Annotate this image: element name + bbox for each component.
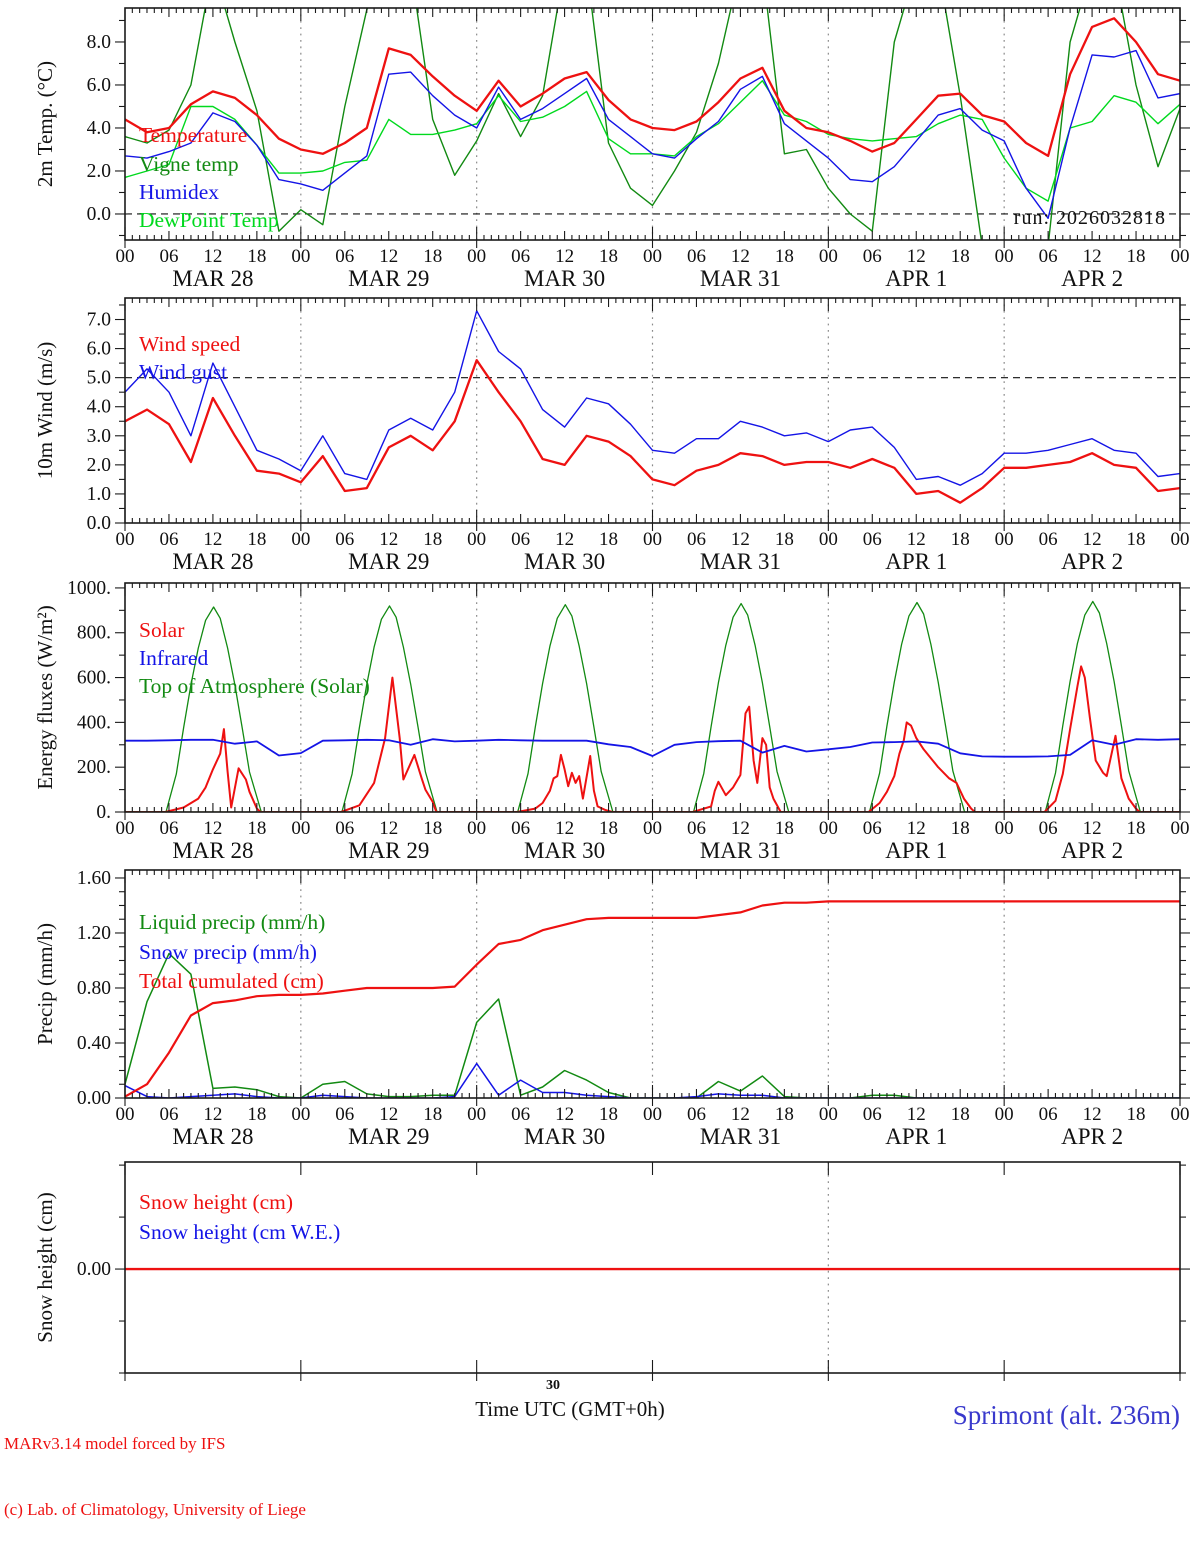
svg-text:06: 06 bbox=[511, 818, 531, 839]
svg-text:18: 18 bbox=[423, 529, 443, 550]
svg-text:06: 06 bbox=[1038, 818, 1058, 839]
energy-panel-series bbox=[125, 601, 1180, 812]
svg-text:1000.: 1000. bbox=[67, 577, 111, 599]
svg-text:800.: 800. bbox=[76, 622, 111, 644]
svg-text:12: 12 bbox=[379, 246, 399, 267]
svg-text:18: 18 bbox=[599, 1104, 619, 1125]
svg-text:MAR 31: MAR 31 bbox=[699, 266, 781, 291]
svg-text:1.60: 1.60 bbox=[76, 867, 111, 889]
svg-text:200.: 200. bbox=[76, 757, 111, 779]
svg-text:06: 06 bbox=[511, 529, 531, 550]
svg-text:MAR 29: MAR 29 bbox=[348, 549, 430, 574]
svg-text:18: 18 bbox=[599, 529, 619, 550]
svg-text:0.00: 0.00 bbox=[76, 1088, 111, 1109]
svg-text:12: 12 bbox=[1082, 529, 1102, 550]
svg-text:12: 12 bbox=[1082, 818, 1102, 839]
svg-text:06: 06 bbox=[686, 1104, 706, 1125]
svg-text:06: 06 bbox=[335, 818, 355, 839]
svg-text:12: 12 bbox=[730, 818, 750, 839]
model-credit-line2: (c) Lab. of Climatology, University of Liege bbox=[4, 1500, 306, 1519]
series-humidex bbox=[125, 51, 1180, 219]
svg-text:06: 06 bbox=[862, 818, 882, 839]
svg-text:06: 06 bbox=[686, 246, 706, 267]
svg-text:12: 12 bbox=[730, 529, 750, 550]
svg-text:00: 00 bbox=[291, 529, 311, 550]
legend-dewpoint-temp: DewPoint Temp bbox=[139, 208, 279, 232]
svg-text:18: 18 bbox=[247, 1104, 267, 1125]
svg-text:MAR 31: MAR 31 bbox=[699, 838, 781, 863]
svg-text:APR 1: APR 1 bbox=[885, 549, 948, 574]
svg-text:Precip (mm/h): Precip (mm/h) bbox=[33, 923, 57, 1045]
svg-text:4.0: 4.0 bbox=[86, 117, 111, 139]
svg-text:18: 18 bbox=[950, 818, 970, 839]
svg-text:00: 00 bbox=[994, 529, 1014, 550]
svg-text:1.0: 1.0 bbox=[86, 483, 111, 505]
svg-text:12: 12 bbox=[1082, 246, 1102, 267]
svg-text:06: 06 bbox=[686, 818, 706, 839]
svg-text:4.0: 4.0 bbox=[86, 396, 111, 418]
series-top-of-atmosphere-solar- bbox=[125, 601, 1180, 812]
svg-text:18: 18 bbox=[950, 1104, 970, 1125]
svg-text:12: 12 bbox=[906, 529, 926, 550]
svg-text:06: 06 bbox=[862, 529, 882, 550]
svg-text:12: 12 bbox=[379, 529, 399, 550]
svg-text:MAR 30: MAR 30 bbox=[524, 549, 606, 574]
svg-text:0.0: 0.0 bbox=[86, 203, 111, 225]
run-label: run: 2026032818 bbox=[1013, 207, 1166, 229]
svg-text:MAR 29: MAR 29 bbox=[348, 266, 430, 291]
svg-text:6.0: 6.0 bbox=[86, 74, 111, 96]
svg-text:MAR 30: MAR 30 bbox=[524, 266, 606, 291]
svg-text:600.: 600. bbox=[76, 667, 111, 689]
svg-text:APR 2: APR 2 bbox=[1061, 549, 1124, 574]
svg-text:8.0: 8.0 bbox=[86, 31, 111, 53]
svg-text:12: 12 bbox=[906, 818, 926, 839]
svg-text:00: 00 bbox=[291, 818, 311, 839]
svg-text:18: 18 bbox=[247, 246, 267, 267]
svg-text:18: 18 bbox=[1126, 529, 1146, 550]
svg-text:00: 00 bbox=[467, 1104, 487, 1125]
svg-text:0.80: 0.80 bbox=[76, 977, 111, 999]
svg-text:12: 12 bbox=[203, 818, 223, 839]
svg-text:18: 18 bbox=[423, 246, 443, 267]
svg-text:06: 06 bbox=[1038, 1104, 1058, 1125]
svg-text:18: 18 bbox=[599, 246, 619, 267]
wind-panel bbox=[33, 298, 1190, 574]
svg-text:18: 18 bbox=[950, 246, 970, 267]
svg-text:00: 00 bbox=[818, 529, 838, 550]
series-infrared bbox=[125, 739, 1180, 757]
svg-text:12: 12 bbox=[555, 818, 575, 839]
svg-text:00: 00 bbox=[1170, 1104, 1190, 1125]
svg-text:12: 12 bbox=[906, 1104, 926, 1125]
svg-text:06: 06 bbox=[862, 246, 882, 267]
svg-text:18: 18 bbox=[950, 529, 970, 550]
svg-text:00: 00 bbox=[994, 818, 1014, 839]
svg-text:00: 00 bbox=[291, 1104, 311, 1125]
svg-text:18: 18 bbox=[774, 818, 794, 839]
svg-text:12: 12 bbox=[203, 1104, 223, 1125]
svg-text:0.0: 0.0 bbox=[86, 513, 111, 534]
model-credit-line1: MARv3.14 model forced by IFS bbox=[4, 1434, 226, 1453]
svg-text:MAR 29: MAR 29 bbox=[348, 1124, 430, 1149]
legend-total-cumulated-cm-: Total cumulated (cm) bbox=[139, 969, 324, 993]
legend-liquid-precip-mm-h-: Liquid precip (mm/h) bbox=[139, 910, 326, 934]
svg-text:00: 00 bbox=[467, 529, 487, 550]
xaxis-day-number-label: 30 bbox=[546, 1378, 560, 1393]
svg-text:400.: 400. bbox=[76, 712, 111, 734]
svg-text:18: 18 bbox=[1126, 818, 1146, 839]
svg-text:MAR 30: MAR 30 bbox=[524, 838, 606, 863]
svg-text:APR 1: APR 1 bbox=[885, 1124, 948, 1149]
svg-text:00: 00 bbox=[643, 1104, 662, 1125]
legend-infrared: Infrared bbox=[139, 646, 209, 670]
series-temperature bbox=[125, 18, 1180, 156]
svg-text:06: 06 bbox=[335, 529, 355, 550]
svg-text:2m Temp. (°C): 2m Temp. (°C) bbox=[33, 60, 57, 188]
svg-text:00: 00 bbox=[1170, 529, 1190, 550]
svg-text:00: 00 bbox=[1170, 818, 1190, 839]
legend-solar: Solar bbox=[139, 618, 185, 642]
svg-text:00: 00 bbox=[818, 818, 838, 839]
svg-text:00: 00 bbox=[994, 246, 1014, 267]
svg-text:18: 18 bbox=[774, 246, 794, 267]
svg-text:06: 06 bbox=[1038, 529, 1058, 550]
svg-text:06: 06 bbox=[335, 1104, 355, 1125]
svg-text:12: 12 bbox=[1082, 1104, 1102, 1125]
legend-snow-height-cm-w-e-: Snow height (cm W.E.) bbox=[139, 1220, 341, 1244]
svg-text:7.0: 7.0 bbox=[86, 309, 111, 331]
svg-text:2.0: 2.0 bbox=[86, 454, 111, 476]
energy-panel-ticks bbox=[115, 583, 1190, 820]
station-label: Sprimont (alt. 236m) bbox=[952, 1400, 1180, 1430]
svg-text:0.: 0. bbox=[96, 802, 111, 823]
temperature-panel bbox=[33, 0, 1190, 291]
svg-text:12: 12 bbox=[203, 529, 223, 550]
svg-text:Snow height (cm): Snow height (cm) bbox=[33, 1192, 57, 1343]
svg-text:12: 12 bbox=[555, 529, 575, 550]
svg-text:00: 00 bbox=[994, 1104, 1014, 1125]
legend-wind-speed: Wind speed bbox=[139, 332, 241, 356]
svg-text:Energy fluxes (W/m²): Energy fluxes (W/m²) bbox=[33, 605, 57, 790]
svg-text:12: 12 bbox=[555, 246, 575, 267]
energy-panel bbox=[33, 578, 1190, 863]
svg-text:00: 00 bbox=[115, 529, 135, 550]
svg-text:MAR 28: MAR 28 bbox=[172, 549, 254, 574]
svg-text:12: 12 bbox=[555, 1104, 575, 1125]
svg-text:00: 00 bbox=[467, 246, 487, 267]
legend-vigne-temp: Vigne temp bbox=[139, 152, 239, 176]
svg-text:00: 00 bbox=[643, 818, 662, 839]
precip-panel bbox=[33, 868, 1190, 1149]
svg-text:APR 2: APR 2 bbox=[1061, 838, 1124, 863]
svg-text:06: 06 bbox=[511, 246, 531, 267]
svg-text:6.0: 6.0 bbox=[86, 338, 111, 360]
svg-text:0.00: 0.00 bbox=[76, 1259, 111, 1281]
svg-text:18: 18 bbox=[599, 818, 619, 839]
svg-text:APR 1: APR 1 bbox=[885, 266, 948, 291]
svg-text:18: 18 bbox=[423, 1104, 443, 1125]
svg-text:MAR 31: MAR 31 bbox=[699, 549, 781, 574]
svg-text:MAR 28: MAR 28 bbox=[172, 266, 254, 291]
svg-text:00: 00 bbox=[818, 1104, 838, 1125]
legend-humidex: Humidex bbox=[139, 180, 220, 204]
svg-text:MAR 31: MAR 31 bbox=[699, 1124, 781, 1149]
svg-text:APR 2: APR 2 bbox=[1061, 266, 1124, 291]
svg-text:MAR 28: MAR 28 bbox=[172, 838, 254, 863]
svg-text:06: 06 bbox=[511, 1104, 531, 1125]
svg-text:06: 06 bbox=[862, 1104, 882, 1125]
svg-text:06: 06 bbox=[335, 246, 355, 267]
svg-text:06: 06 bbox=[159, 818, 179, 839]
svg-text:06: 06 bbox=[1038, 246, 1058, 267]
svg-text:MAR 28: MAR 28 bbox=[172, 1124, 254, 1149]
svg-text:MAR 29: MAR 29 bbox=[348, 838, 430, 863]
svg-text:18: 18 bbox=[423, 818, 443, 839]
svg-text:12: 12 bbox=[379, 818, 399, 839]
svg-text:00: 00 bbox=[1170, 246, 1190, 267]
svg-text:12: 12 bbox=[203, 246, 223, 267]
legend-snow-precip-mm-h-: Snow precip (mm/h) bbox=[139, 940, 317, 964]
svg-text:18: 18 bbox=[774, 529, 794, 550]
svg-text:18: 18 bbox=[1126, 1104, 1146, 1125]
model-credit bbox=[4, 1389, 306, 1565]
svg-text:APR 1: APR 1 bbox=[885, 838, 948, 863]
svg-text:12: 12 bbox=[730, 1104, 750, 1125]
svg-text:12: 12 bbox=[379, 1104, 399, 1125]
xaxis-title: Time UTC (GMT+0h) bbox=[475, 1397, 665, 1421]
svg-text:06: 06 bbox=[159, 246, 179, 267]
svg-text:18: 18 bbox=[247, 818, 267, 839]
svg-text:00: 00 bbox=[818, 246, 838, 267]
legend-temperature: Temperature bbox=[139, 123, 248, 147]
svg-text:18: 18 bbox=[1126, 246, 1146, 267]
legend-snow-height-cm-: Snow height (cm) bbox=[139, 1190, 294, 1214]
svg-text:06: 06 bbox=[159, 1104, 179, 1125]
svg-text:00: 00 bbox=[115, 818, 135, 839]
svg-text:18: 18 bbox=[774, 1104, 794, 1125]
svg-text:1.20: 1.20 bbox=[76, 922, 111, 944]
svg-text:00: 00 bbox=[643, 529, 662, 550]
svg-text:00: 00 bbox=[467, 818, 487, 839]
snow-panel bbox=[33, 1162, 1190, 1381]
svg-text:00: 00 bbox=[115, 246, 135, 267]
svg-text:12: 12 bbox=[730, 246, 750, 267]
svg-text:00: 00 bbox=[115, 1104, 135, 1125]
wind-panel-series bbox=[125, 311, 1180, 503]
svg-text:06: 06 bbox=[686, 529, 706, 550]
svg-text:0.40: 0.40 bbox=[76, 1032, 111, 1054]
svg-text:00: 00 bbox=[291, 246, 311, 267]
svg-text:12: 12 bbox=[906, 246, 926, 267]
svg-text:MAR 30: MAR 30 bbox=[524, 1124, 606, 1149]
svg-text:5.0: 5.0 bbox=[86, 367, 111, 389]
legend-wind-gust: Wind gust bbox=[139, 360, 228, 384]
svg-text:2.0: 2.0 bbox=[86, 160, 111, 182]
svg-text:06: 06 bbox=[159, 529, 179, 550]
svg-text:APR 2: APR 2 bbox=[1061, 1124, 1124, 1149]
legend-top-of-atmosphere-solar-: Top of Atmosphere (Solar) bbox=[139, 674, 370, 698]
svg-text:00: 00 bbox=[643, 246, 662, 267]
svg-text:18: 18 bbox=[247, 529, 267, 550]
svg-text:3.0: 3.0 bbox=[86, 425, 111, 447]
svg-text:10m Wind (m/s): 10m Wind (m/s) bbox=[33, 341, 57, 480]
